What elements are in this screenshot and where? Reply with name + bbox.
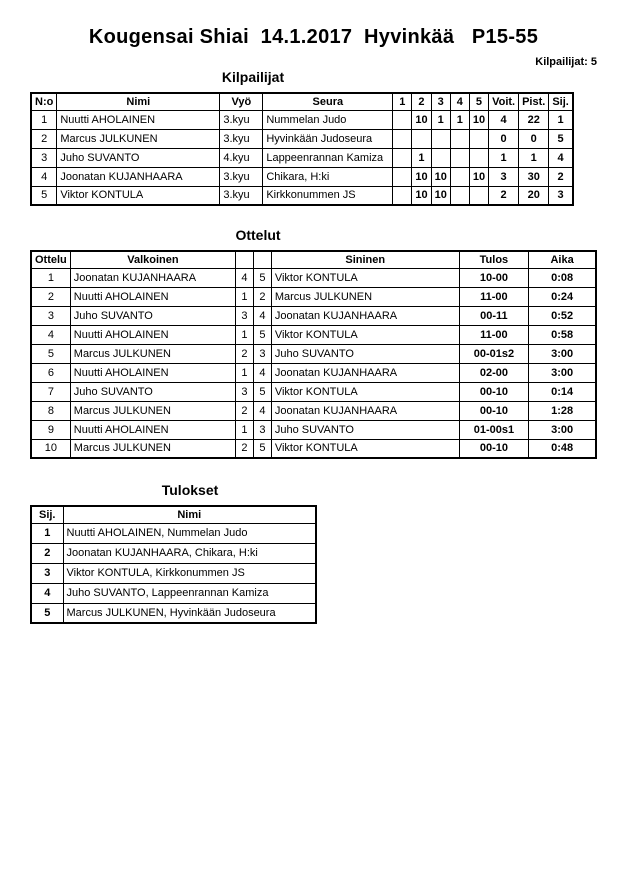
ottelut-row [31,306,596,325]
blue-competitor-name: Viktor KONTULA [271,325,459,344]
white-competitor-name: Nuutti AHOLAINEN [70,420,235,439]
competitor-placement: 1 [549,110,573,129]
match-result: 00-01s2 [459,344,529,363]
white-competitor-number: 1 [236,325,254,344]
white-competitor-number: 2 [236,439,254,458]
white-competitor-number: 4 [236,268,254,287]
col-header-blue-no [253,251,271,268]
competitor-placement: 2 [549,167,573,186]
competitor-number: 2 [31,129,57,148]
col-header-vyo: Vyö [220,93,263,110]
competitor-wins: 4 [489,110,519,129]
competitor-wins: 3 [489,167,519,186]
match-time: 3:00 [529,420,596,439]
col-header-valkoinen: Valkoinen [70,251,235,268]
competitor-points: 22 [519,110,549,129]
blue-competitor-number: 4 [253,401,271,420]
col-header-no: N:o [31,93,57,110]
white-competitor-number: 3 [236,382,254,401]
col-header-voit: Voit. [489,93,519,110]
white-competitor-name: Marcus JULKUNEN [70,401,235,420]
score-vs-opponent-3 [431,129,450,148]
match-number: 1 [31,268,70,287]
tulokset-row [31,543,316,563]
competitor-name: Marcus JULKUNEN [57,129,220,148]
match-result: 10-00 [459,268,529,287]
match-time: 3:00 [529,344,596,363]
ottelut-header-row [31,251,596,268]
competitor-points: 0 [519,129,549,148]
competitor-wins: 2 [489,186,519,205]
placement-number: 4 [31,583,63,603]
col-header-round-4: 4 [450,93,469,110]
blue-competitor-name: Juho SUVANTO [271,420,459,439]
kilpailijat-row [31,110,573,129]
placement-name: Marcus JULKUNEN, Hyvinkään Judoseura [63,603,316,623]
tulokset-header-row [31,506,316,523]
match-result: 02-00 [459,363,529,382]
match-time: 0:14 [529,382,596,401]
page-title: Kougensai Shiai 14.1.2017 Hyvinkää P15-55 [88,26,539,48]
ottelut-row [31,363,596,382]
competitor-club: Kirkkonummen JS [263,186,393,205]
score-vs-opponent-1 [393,186,412,205]
competitor-wins: 1 [489,148,519,167]
placement-number: 3 [31,563,63,583]
score-vs-opponent-5 [469,129,488,148]
kilpailijat-heading: Kilpailijat [221,69,285,85]
kilpailijat-header-row [31,93,573,110]
competitor-placement: 5 [549,129,573,148]
score-vs-opponent-1 [393,110,412,129]
col-header-round-2: 2 [412,93,431,110]
score-vs-opponent-3: 10 [431,186,450,205]
match-result: 00-11 [459,306,529,325]
competitor-points: 30 [519,167,549,186]
match-result: 00-10 [459,439,529,458]
white-competitor-name: Juho SUVANTO [70,382,235,401]
col-header-sij: Sij. [31,506,63,523]
competitor-number: 5 [31,186,57,205]
match-number: 3 [31,306,70,325]
score-vs-opponent-5: 10 [469,167,488,186]
competitor-club: Nummelan Judo [263,110,393,129]
competitor-number: 4 [31,167,57,186]
col-header-pist: Pist. [519,93,549,110]
match-time: 0:08 [529,268,596,287]
white-competitor-name: Nuutti AHOLAINEN [70,363,235,382]
match-number: 2 [31,287,70,306]
tulokset-row [31,583,316,603]
ottelut-row [31,344,596,363]
blue-competitor-name: Joonatan KUJANHAARA [271,401,459,420]
col-header-white-no [236,251,254,268]
placement-name: Nuutti AHOLAINEN, Nummelan Judo [63,523,316,543]
competitor-belt: 3.kyu [220,167,263,186]
white-competitor-number: 1 [236,420,254,439]
white-competitor-number: 1 [236,287,254,306]
match-result: 00-10 [459,382,529,401]
competitor-number: 1 [31,110,57,129]
ottelut-row [31,287,596,306]
white-competitor-number: 2 [236,401,254,420]
blue-competitor-name: Viktor KONTULA [271,439,459,458]
competitor-club: Hyvinkään Judoseura [263,129,393,148]
competitor-belt: 3.kyu [220,186,263,205]
placement-name: Juho SUVANTO, Lappeenrannan Kamiza [63,583,316,603]
ottelut-row [31,401,596,420]
competitor-club: Chikara, H:ki [263,167,393,186]
placement-number: 2 [31,543,63,563]
blue-competitor-number: 2 [253,287,271,306]
blue-competitor-number: 5 [253,439,271,458]
score-vs-opponent-5: 10 [469,110,488,129]
score-vs-opponent-2: 10 [412,110,431,129]
kilpailijat-row [31,129,573,148]
match-number: 8 [31,401,70,420]
competitor-number: 3 [31,148,57,167]
col-header-aika: Aika [529,251,596,268]
score-vs-opponent-4: 1 [450,110,469,129]
ottelut-table [30,250,597,459]
blue-competitor-number: 4 [253,306,271,325]
white-competitor-name: Juho SUVANTO [70,306,235,325]
competitor-name: Nuutti AHOLAINEN [57,110,220,129]
blue-competitor-number: 3 [253,420,271,439]
col-header-round-3: 3 [431,93,450,110]
competitor-belt: 3.kyu [220,129,263,148]
match-time: 1:28 [529,401,596,420]
blue-competitor-number: 5 [253,268,271,287]
match-result: 11-00 [459,287,529,306]
competitor-belt: 3.kyu [220,110,263,129]
match-time: 0:52 [529,306,596,325]
score-vs-opponent-4 [450,148,469,167]
score-vs-opponent-3 [431,148,450,167]
ottelut-row [31,382,596,401]
competitor-points: 1 [519,148,549,167]
ottelut-row [31,439,596,458]
blue-competitor-number: 4 [253,363,271,382]
col-header-round-1: 1 [393,93,412,110]
white-competitor-name: Marcus JULKUNEN [70,344,235,363]
white-competitor-number: 3 [236,306,254,325]
score-vs-opponent-3: 1 [431,110,450,129]
match-number: 6 [31,363,70,382]
match-result: 11-00 [459,325,529,344]
col-header-nimi: Nimi [63,506,316,523]
col-header-seura: Seura [263,93,393,110]
competitor-placement: 3 [549,186,573,205]
match-number: 9 [31,420,70,439]
ottelut-row [31,325,596,344]
tulokset-row [31,563,316,583]
competitors-count-label: Kilpailijat: 5 [535,56,597,68]
kilpailijat-table [30,92,574,206]
placement-name: Joonatan KUJANHAARA, Chikara, H:ki [63,543,316,563]
col-header-round-5: 5 [469,93,488,110]
tulokset-row [31,603,316,623]
kilpailijat-row [31,186,573,205]
match-time: 0:24 [529,287,596,306]
score-vs-opponent-5 [469,186,488,205]
match-time: 0:58 [529,325,596,344]
match-result: 00-10 [459,401,529,420]
ottelut-row [31,420,596,439]
white-competitor-name: Nuutti AHOLAINEN [70,287,235,306]
match-time: 0:48 [529,439,596,458]
competitor-name: Juho SUVANTO [57,148,220,167]
tulokset-section [30,482,597,624]
white-competitor-number: 2 [236,344,254,363]
score-vs-opponent-2 [412,129,431,148]
kilpailijat-section [30,69,597,206]
match-number: 10 [31,439,70,458]
match-number: 4 [31,325,70,344]
score-vs-opponent-1 [393,167,412,186]
white-competitor-name: Marcus JULKUNEN [70,439,235,458]
blue-competitor-name: Viktor KONTULA [271,268,459,287]
blue-competitor-number: 5 [253,325,271,344]
blue-competitor-number: 5 [253,382,271,401]
competitor-name: Joonatan KUJANHAARA [57,167,220,186]
blue-competitor-number: 3 [253,344,271,363]
white-competitor-name: Nuutti AHOLAINEN [70,325,235,344]
tulokset-table [30,505,317,624]
competitor-points: 20 [519,186,549,205]
col-header-sij: Sij. [549,93,573,110]
kilpailijat-row [31,148,573,167]
match-result: 01-00s1 [459,420,529,439]
competitor-wins: 0 [489,129,519,148]
competitor-placement: 4 [549,148,573,167]
col-header-tulos: Tulos [459,251,529,268]
match-time: 3:00 [529,363,596,382]
placement-number: 1 [31,523,63,543]
blue-competitor-name: Juho SUVANTO [271,344,459,363]
blue-competitor-name: Joonatan KUJANHAARA [271,306,459,325]
ottelut-row [31,268,596,287]
competitor-club: Lappeenrannan Kamiza [263,148,393,167]
ottelut-section [30,227,597,459]
kilpailijat-row [31,167,573,186]
blue-competitor-name: Marcus JULKUNEN [271,287,459,306]
match-number: 7 [31,382,70,401]
col-header-sininen: Sininen [271,251,459,268]
score-vs-opponent-2: 10 [412,186,431,205]
score-vs-opponent-1 [393,148,412,167]
ottelut-heading: Ottelut [235,227,281,243]
blue-competitor-name: Viktor KONTULA [271,382,459,401]
score-vs-opponent-4 [450,167,469,186]
placement-number: 5 [31,603,63,623]
score-vs-opponent-1 [393,129,412,148]
score-vs-opponent-4 [450,186,469,205]
score-vs-opponent-2: 10 [412,167,431,186]
score-vs-opponent-2: 1 [412,148,431,167]
col-header-ottelu: Ottelu [31,251,70,268]
tulokset-row [31,523,316,543]
score-vs-opponent-3: 10 [431,167,450,186]
competitor-belt: 4.kyu [220,148,263,167]
tulokset-heading: Tulokset [161,482,219,498]
competitor-name: Viktor KONTULA [57,186,220,205]
score-vs-opponent-5 [469,148,488,167]
score-vs-opponent-4 [450,129,469,148]
col-header-nimi: Nimi [57,93,220,110]
white-competitor-number: 1 [236,363,254,382]
white-competitor-name: Joonatan KUJANHAARA [70,268,235,287]
match-number: 5 [31,344,70,363]
placement-name: Viktor KONTULA, Kirkkonummen JS [63,563,316,583]
blue-competitor-name: Joonatan KUJANHAARA [271,363,459,382]
